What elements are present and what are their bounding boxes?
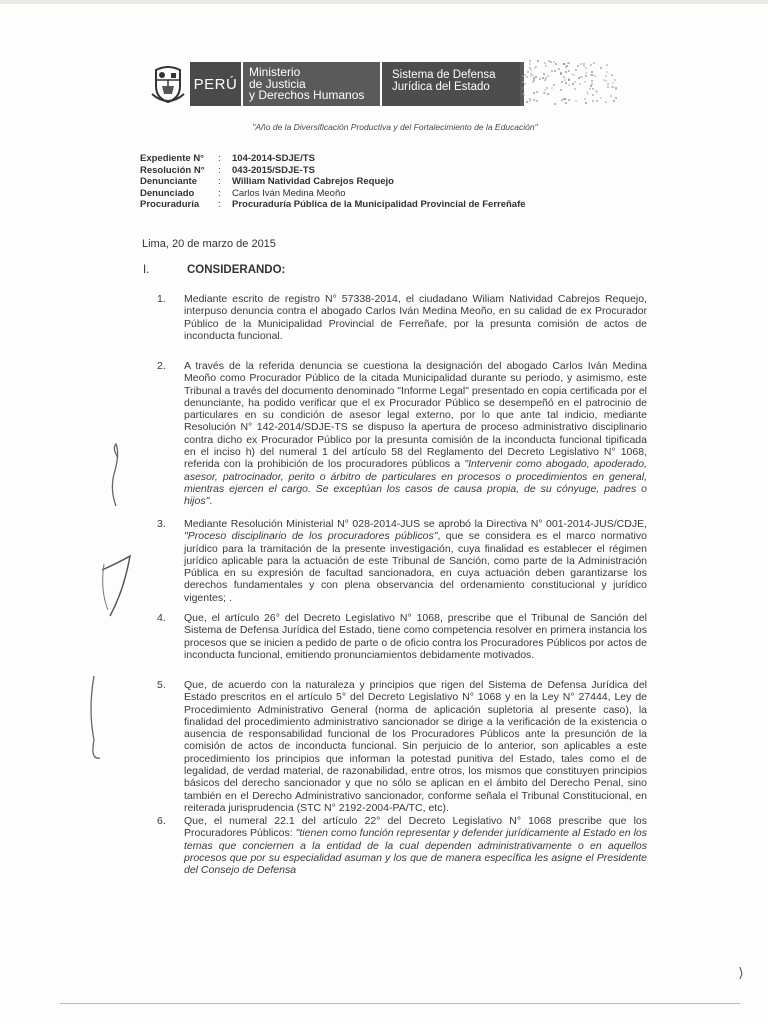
paragraph-text: Que, de acuerdo con la naturaleza y principios que rigen del Sistema de Defensa Jurídica del Estado prescritos en el artículo 5° del Decreto Legislativo N° 1068 y en la Ley N° 27444, Ley de Procedimiento Administrativo General (norma de aplicación supletoria al presente caso), la finalidad del procedimiento administrativo sancionador se dirige a la verificación de la existencia o ausencia de responsabilidad funcional de los Procuradores Públicos ante la presunción de la comisión de actos de inconducta funcional. Sin perjuicio de lo anterior, son aplicables a este procedimiento los principios que informan la potestad punitiva del Estado, tales como el de legalidad, de verdad material, de razonabilidad, entre otros, los mismos que constituyen principios básicos del derecho sancionador y que no sólo se aplican en el ámbito del Derecho Penal, sino también en el Derecho Administrativo sancionador, conforme señala el Tribunal Constitucional, en reiterada jurisprudencia (STC N° 2192-2004-PA/TC, etc). xyxy=(184,679,647,814)
meta-row: Procuraduría : Procuraduría Pública de la Municipalidad Provincial de Ferreñafe xyxy=(140,199,526,210)
ministry-line: de Justicia xyxy=(249,76,306,91)
paragraph-number: 5. xyxy=(157,679,166,691)
meta-label: Expediente N° xyxy=(140,153,204,164)
paragraph-text: Mediante escrito de registro N° 57338-2014, el ciudadano Wiliam Natividad Cabrejos Requejo, interpuso denuncia contra el abogado Carlos Iván Medina Meoño, en su calidad de ex Procurador Público de la Municipalidad Provincial de Ferreñafe, por la presunta comisión de actos de inconducta funcional. xyxy=(184,293,647,342)
paragraph xyxy=(157,679,647,814)
page-top-edge xyxy=(0,0,768,4)
paragraph-number: 4. xyxy=(157,612,166,624)
paragraph-text: Que, el numeral 22.1 del artículo 22° del Decreto Legislativo N° 1068 prescribe que los Procuradores Públicos: "tienen como función representar y defender jurídicamente al Estado en los temas que conciernen a la entidad de la cual dependen administrativamente o en aquellos procesos que por su especialidad asuman y los que de manera específica les asigne el Presidente del Consejo de Defensa xyxy=(184,815,647,877)
system-line: Jurídica del Estado xyxy=(392,81,490,93)
meta-row: Denunciado : Carlos Iván Medina Meoño xyxy=(140,187,346,199)
coat-of-arms-icon xyxy=(150,64,186,104)
system-line: Sistema de Defensa xyxy=(392,69,496,81)
ministry-line: y Derechos Humanos xyxy=(249,88,365,102)
document-date: Lima, 20 de marzo de 2015 xyxy=(142,238,276,250)
country-label: PERÚ xyxy=(190,62,241,106)
paragraph-text: Que, el artículo 26° del Decreto Legislativo N° 1068, prescribe que el Tribunal de Sanción del Sistema de Defensa Jurídica del Estado, tiene como competencia resolver en primera instancia los procesos que se inicien a pedido de parte o de oficio contra los Procuradores Públicos por actos de inconducta funcional, emitiendo pronunciamientos debidamente motivados. xyxy=(184,612,647,661)
paragraph xyxy=(157,518,647,604)
paragraph-text: A través de la referida denuncia se cuestiona la designación del abogado Carlos Iván Medina Meoño como Procurador Público de la citada Municipalidad durante su periodo, y asimismo, este Tribunal a través del documento denominado "Informe Legal" presentado en copia certificada por el denunciante, ha podido verificar que el ex Procurador Público se desempeñó en el patrocinio de particulares en su condición de asesor legal externo, por lo que ante tal indicio, mediante Resolución N° 142-2014/SDJE-TS se dispuso la apertura de proceso administrativo disciplinario contra dicho ex Procurador Público por la presunta comisión de la inconducta funcional tipificada en el inciso h) del numeral 1 del artículo 58 del Reglamento del Decreto Legislativo N° 1068, referida con la prohibición de los procuradores públicos a "Intervenir como abogado, apoderado, asesor, patrocinador, perito o árbitro de particulares en procesos o procedimientos en general, mientras ejercen el cargo. Se exceptúan los casos de causa propia, de su cónyuge, padres o hijos". xyxy=(184,360,647,508)
quoted-text: "Proceso disciplinario de los procuradores públicos" xyxy=(184,530,438,543)
meta-row: Resolución N° : 043-2015/SDJE-TS xyxy=(140,164,315,176)
quoted-text: "Intervenir como abogado, apoderado, asesor, patrocinador, perito o árbitro de particulares en procesos o procedimientos en general, mientras ejercen el cargo. Se exceptúan los casos de causa propia, de su cónyuge, padres o hijos" xyxy=(184,458,647,508)
meta-value: Carlos Iván Medina Meoño xyxy=(232,187,346,199)
meta-label: Resolución N° xyxy=(140,164,205,176)
meta-row: Expediente N° : 104-2014-SDJE/TS xyxy=(140,153,315,164)
scan-mark xyxy=(738,966,744,980)
faint-stamp xyxy=(522,60,618,106)
paragraph xyxy=(157,815,647,876)
paragraph-number: 6. xyxy=(157,815,166,827)
paragraph-number: 3. xyxy=(157,518,166,530)
paragraph-text: Mediante Resolución Ministerial N° 028-2014-JUS se aprobó la Directiva N° 001-2014-JUS/CDJE, "Proceso disciplinario de los procuradores públicos", que se considera es el marco normativo jurídico para la tramitación de la presente investigación, cuya finalidad es establecer el régimen jurídico aplicable para la actuación de este Tribunal de Sanción, como parte de la Administración Pública en su expresión de facultad sancionadora, en cuya actuación deben garantizarse los derechos fundamentales y con plena observancia del ordenamiento constitucional y jurídico vigentes; . xyxy=(184,518,647,604)
meta-label: Procuraduría xyxy=(140,199,200,210)
system-label xyxy=(380,62,520,106)
case-metadata xyxy=(140,153,526,211)
meta-value: William Natividad Cabrejos Requejo xyxy=(232,176,394,187)
section-number: I. xyxy=(143,264,150,276)
quoted-text: "tienen como función representar y defender jurídicamente al Estado en los temas que conciernen a la entidad de la cual dependen administrativamente o en aquellos procesos que por su especialidad asuman y los que de manera específica les asigne el Presidente del Consejo de Defensa xyxy=(184,827,647,877)
paragraph-number: 1. xyxy=(157,293,166,305)
meta-label: Denunciado xyxy=(140,187,195,199)
ministry-line: Ministerio xyxy=(249,65,301,79)
meta-value: 104-2014-SDJE/TS xyxy=(232,153,315,164)
year-motto: "Año de la Diversificación Productiva y del Fortalecimiento de la Educación" xyxy=(252,122,538,132)
section-heading xyxy=(143,264,285,276)
page-bottom-edge xyxy=(60,1003,740,1004)
meta-row: Denunciante : William Natividad Cabrejos Requejo xyxy=(140,176,394,187)
paragraph-number: 2. xyxy=(157,360,166,372)
handwritten-initials xyxy=(80,440,160,770)
paragraph xyxy=(157,293,647,342)
meta-value: 043-2015/SDJE-TS xyxy=(232,164,315,176)
meta-label: Denunciante xyxy=(140,176,198,187)
paragraph xyxy=(157,612,647,661)
paragraph xyxy=(157,360,647,508)
meta-value: Procuraduría Pública de la Municipalidad Provincial de Ferreñafe xyxy=(232,199,526,210)
section-title: CONSIDERANDO: xyxy=(187,264,286,276)
